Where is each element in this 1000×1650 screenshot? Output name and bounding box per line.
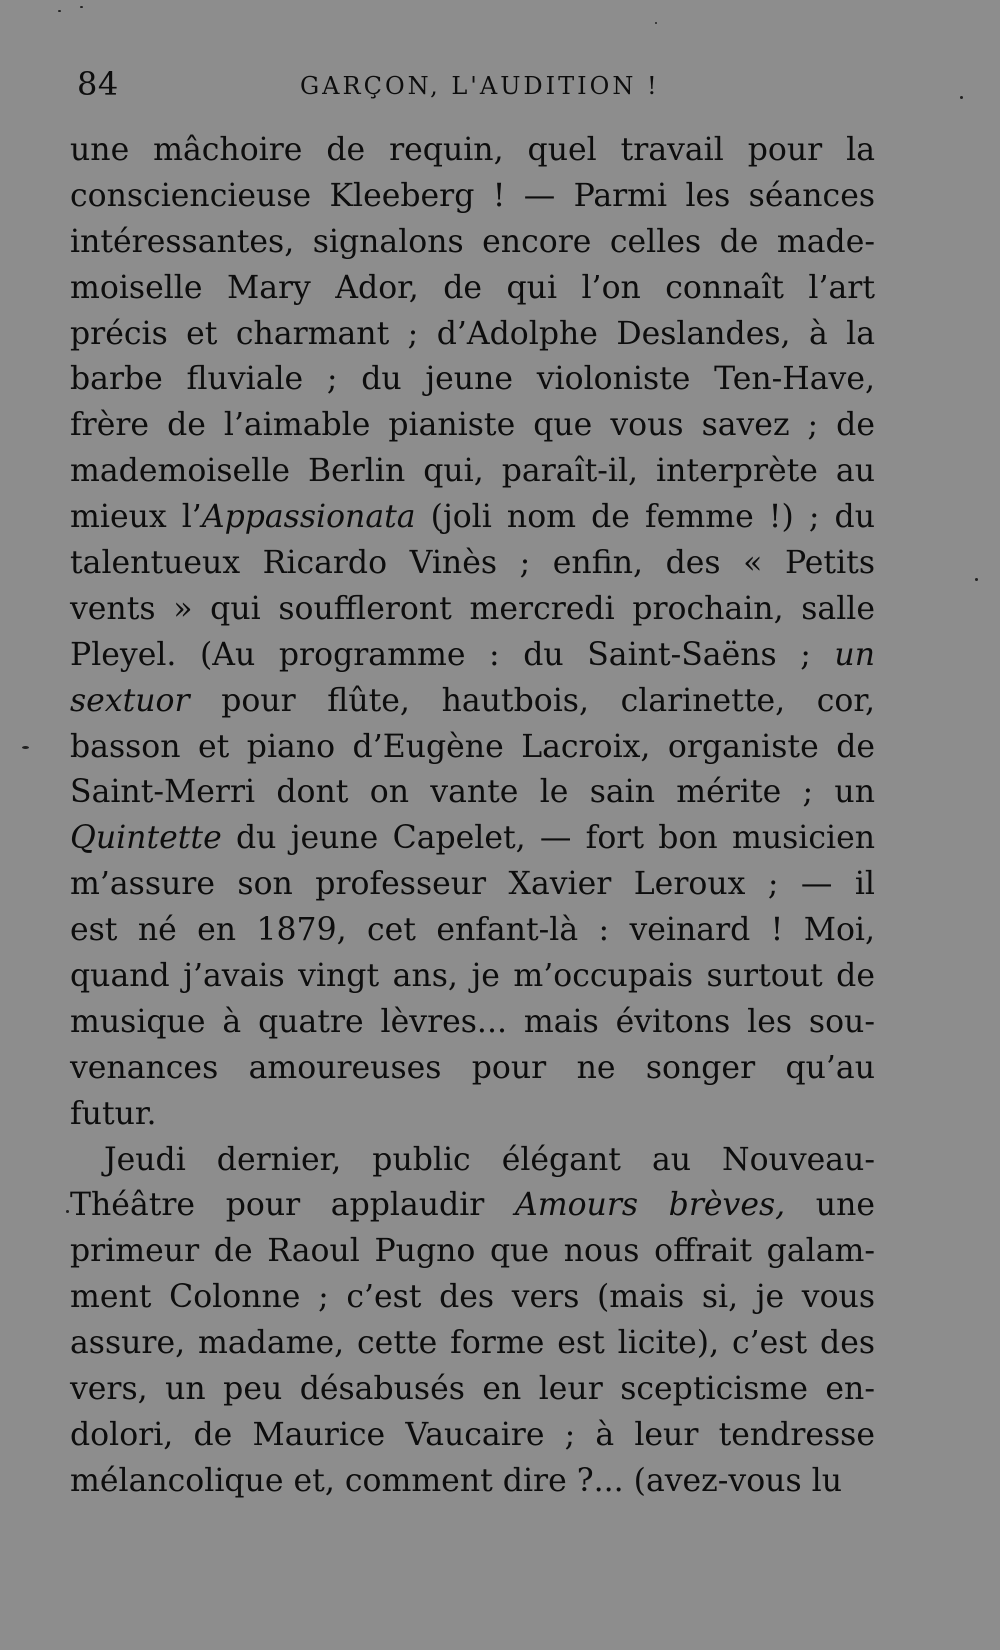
text-line bbox=[70, 403, 875, 449]
print-speck bbox=[655, 22, 657, 24]
text-run: une bbox=[785, 1187, 876, 1224]
text-line bbox=[70, 1092, 875, 1138]
text-run: est né en 1879, cet enfant-là : veinard ! Moi, bbox=[70, 912, 875, 949]
text-line bbox=[70, 862, 875, 908]
text-line bbox=[70, 312, 875, 358]
text-run: mélancolique et, comment dire ?... (avez-vous lu bbox=[70, 1462, 843, 1499]
text-line bbox=[70, 449, 875, 495]
text-run: basson et piano d’Eugène Lacroix, organiste de bbox=[70, 728, 875, 765]
text-line bbox=[70, 1275, 875, 1321]
text-run: du jeune Capelet, — fort bon musicien bbox=[221, 820, 875, 857]
page-header bbox=[75, 60, 875, 110]
print-speck bbox=[22, 746, 29, 749]
print-speck bbox=[960, 96, 963, 99]
text-line bbox=[70, 1138, 875, 1184]
text-line bbox=[70, 128, 875, 174]
text-line bbox=[70, 1046, 875, 1092]
text-run: vers, un peu désabusés en leur scepticisme en- bbox=[70, 1371, 875, 1408]
italic-text: Amours brèves, bbox=[514, 1187, 786, 1224]
text-run: intéressantes, signalons encore celles de made- bbox=[70, 223, 875, 260]
page-number: 84 bbox=[77, 65, 119, 103]
text-line bbox=[70, 1000, 875, 1046]
text-run: moiselle Mary Ador, de qui l’on connaît l’art bbox=[70, 269, 875, 306]
text-run: Pleyel. (Au programme : du Saint-Saëns ; bbox=[70, 636, 835, 673]
text-line bbox=[70, 1367, 875, 1413]
text-run: mademoiselle Berlin qui, paraît-il, interprète au bbox=[70, 453, 875, 490]
print-speck bbox=[58, 10, 61, 12]
text-line bbox=[70, 357, 875, 403]
italic-text: Quintette bbox=[70, 820, 222, 857]
text-run: quand j’avais vingt ans, je m’occupais surtout de bbox=[70, 958, 875, 995]
italic-text: Appassionata bbox=[201, 499, 416, 536]
text-run: talentueux Ricardo Vinès ; enfin, des « Petits bbox=[70, 545, 875, 582]
text-line bbox=[70, 816, 875, 862]
text-run: (joli nom de femme !) ; du bbox=[415, 499, 875, 536]
text-line bbox=[70, 770, 875, 816]
text-run: Théâtre pour applaudir bbox=[70, 1187, 515, 1224]
text-run: une mâchoire de requin, quel travail pour la bbox=[70, 132, 875, 168]
text-run: mieux l’ bbox=[70, 499, 202, 536]
text-run: précis et charmant ; d’Adolphe Deslandes, à la bbox=[70, 315, 875, 352]
text-line bbox=[70, 725, 875, 771]
text-line bbox=[70, 220, 875, 266]
text-run: assure, madame, cette forme est licite), c’est des bbox=[70, 1325, 875, 1362]
text-line bbox=[70, 679, 875, 725]
text-line bbox=[70, 1459, 875, 1505]
print-speck bbox=[80, 6, 83, 8]
text-run: Jeudi dernier, public élégant au Nouveau- bbox=[104, 1141, 875, 1178]
text-run: m’assure son professeur Xavier Leroux ; — il bbox=[70, 866, 875, 903]
text-run: Saint-Merri dont on vante le sain mérite ; un bbox=[70, 774, 875, 811]
text-line bbox=[70, 908, 875, 954]
text-line bbox=[70, 1321, 875, 1367]
text-line bbox=[70, 266, 875, 312]
text-line bbox=[70, 1229, 875, 1275]
text-run: consciencieuse Kleeberg ! — Parmi les séances bbox=[70, 177, 875, 214]
text-run: pour flûte, hautbois, clarinette, cor, bbox=[189, 682, 875, 719]
italic-text: sextuor bbox=[70, 682, 190, 719]
text-line bbox=[70, 541, 875, 587]
text-run: ment Colonne ; c’est des vers (mais si, je vous bbox=[70, 1279, 875, 1316]
text-run: primeur de Raoul Pugno que nous offrait galam- bbox=[70, 1233, 875, 1270]
text-run: dolori, de Maurice Vaucaire ; à leur tendresse bbox=[70, 1416, 875, 1453]
text-run: frère de l’aimable pianiste que vous savez ; de bbox=[70, 407, 875, 444]
running-title: GARÇON, L'AUDITION ! bbox=[300, 72, 660, 100]
text-line bbox=[70, 1183, 875, 1229]
italic-text: un bbox=[834, 636, 875, 673]
text-line bbox=[70, 495, 875, 541]
text-run: barbe fluviale ; du jeune violoniste Ten-Have, bbox=[70, 361, 875, 398]
print-speck bbox=[975, 578, 978, 581]
text-line bbox=[70, 633, 875, 679]
text-run: futur. bbox=[70, 1095, 157, 1132]
text-run: musique à quatre lèvres... mais évitons les sou- bbox=[70, 1003, 875, 1040]
text-run: vents » qui souffleront mercredi prochain, salle bbox=[70, 590, 875, 627]
text-line bbox=[70, 587, 875, 633]
body-text bbox=[70, 128, 875, 1505]
text-line bbox=[70, 954, 875, 1000]
print-speck bbox=[66, 1210, 69, 1213]
text-line bbox=[70, 174, 875, 220]
text-line bbox=[70, 1413, 875, 1459]
text-run: venances amoureuses pour ne songer qu’au bbox=[70, 1049, 875, 1086]
